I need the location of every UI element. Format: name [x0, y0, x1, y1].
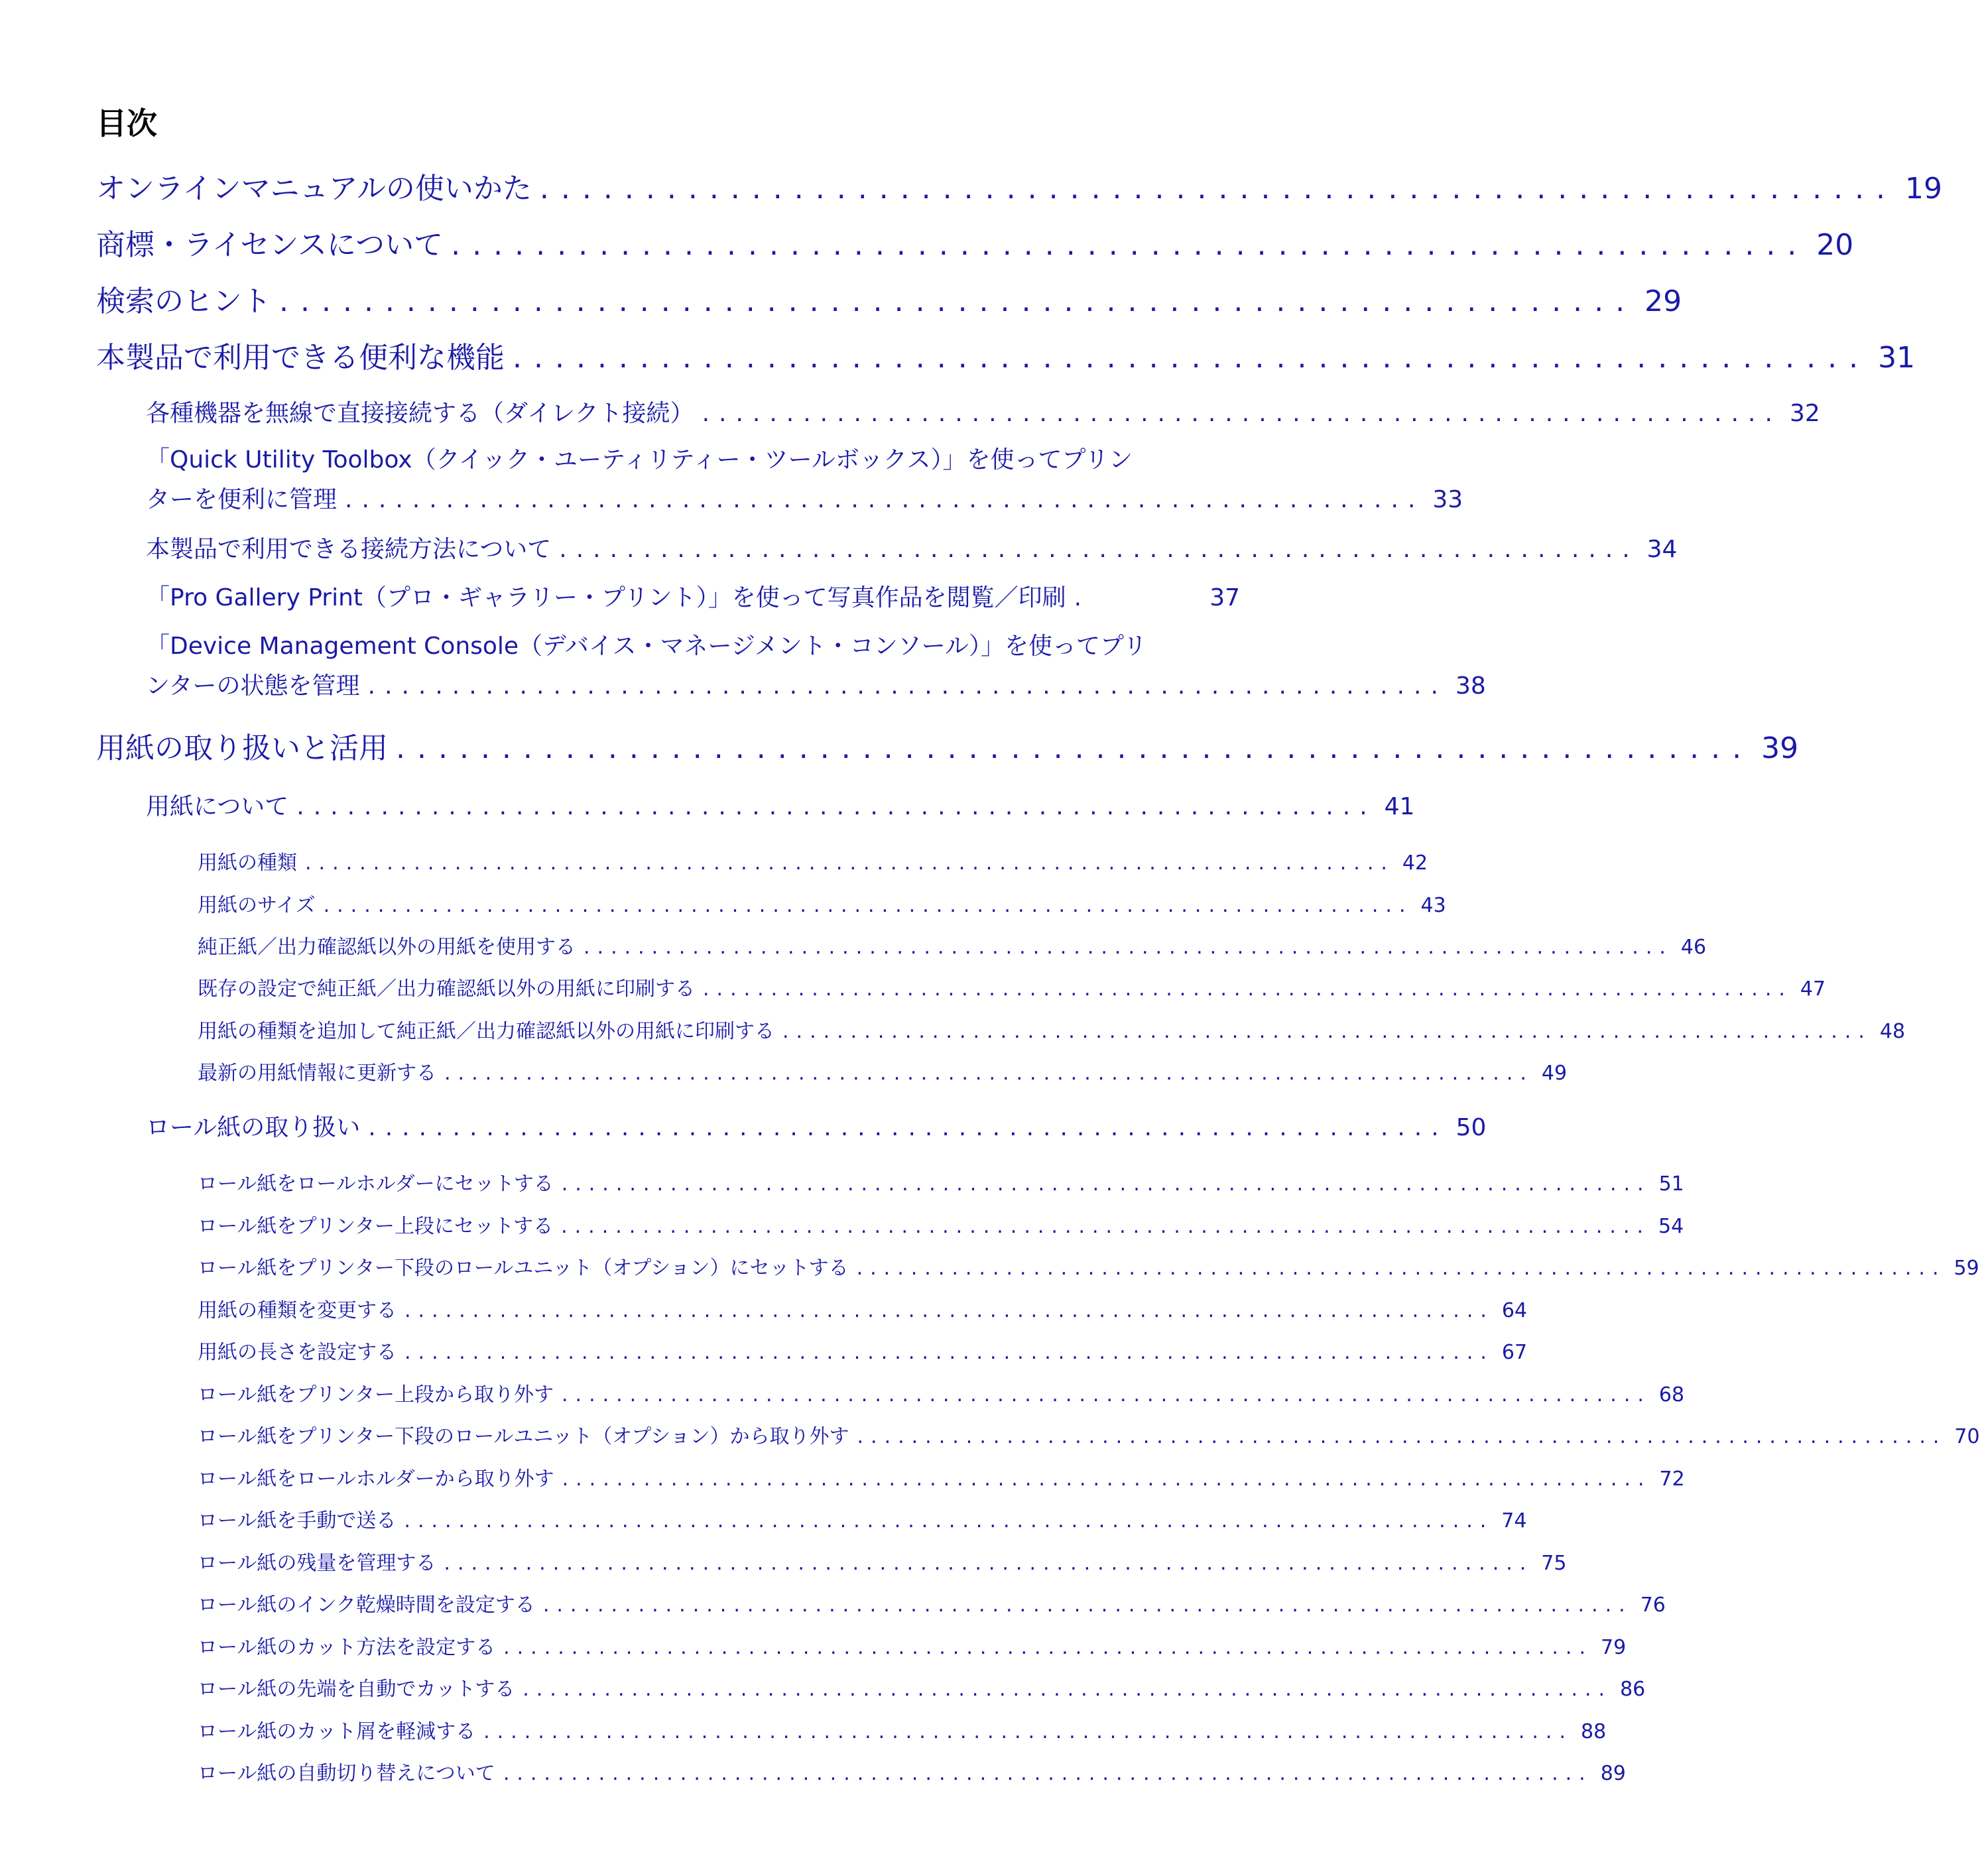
toc-entry[interactable]: [198, 1420, 1980, 1449]
leader-dots: ................................................................................: [523, 1678, 1613, 1701]
leader-dots: ................................................................: [279, 284, 1637, 318]
leader-dots: ................................................................: [559, 536, 1639, 563]
toc-entry[interactable]: [198, 1056, 1568, 1086]
leader-dots: ................................................................................: [562, 1468, 1652, 1491]
toc-entry-title: 検索のヒント: [96, 284, 271, 318]
toc-entry-page: 79: [1601, 1636, 1627, 1659]
toc-entry-page: 67: [1501, 1341, 1528, 1364]
toc-entry-title: ロール紙をプリンター上段から取り外す: [198, 1383, 554, 1407]
toc-entry[interactable]: [198, 1672, 1646, 1702]
toc-entry-title: 用紙のサイズ: [198, 894, 316, 917]
toc-entry[interactable]: [146, 1109, 1487, 1143]
toc-entry-title: 用紙の取り扱いと活用: [96, 731, 388, 765]
toc-entry[interactable]: [198, 1504, 1527, 1533]
toc-entry-page: 54: [1658, 1215, 1684, 1238]
leader-dots: ................................................................: [345, 486, 1425, 513]
toc-entry[interactable]: [96, 334, 1916, 376]
toc-entry[interactable]: [198, 846, 1428, 875]
toc-entry-wrapped[interactable]: [146, 627, 1240, 661]
leader-dots: ................................................................................: [857, 1425, 1947, 1448]
toc-entry[interactable]: [198, 1546, 1567, 1576]
toc-entry[interactable]: [96, 277, 1682, 320]
leader-dots: ................................................................................: [856, 1257, 1946, 1280]
toc-entry-title: ロール紙をプリンター下段のロールユニット（オプション）から取り外す: [198, 1425, 849, 1448]
toc-entry[interactable]: [198, 1588, 1666, 1617]
toc-entry-page: 50: [1455, 1114, 1487, 1141]
leader-dots: ................................................................................: [562, 1383, 1651, 1407]
toc-entry-title: 用紙について: [146, 793, 289, 820]
toc-entry[interactable]: [198, 1210, 1684, 1239]
leader-dots: ................................................................................: [561, 1215, 1650, 1238]
leader-dots: ................................................................: [296, 793, 1377, 820]
leader-dots: ................................................................................: [404, 1299, 1494, 1322]
leader-dots: ................................................................................: [444, 1062, 1534, 1085]
toc-entry-page: 46: [1680, 936, 1707, 959]
toc-entry[interactable]: [198, 889, 1446, 918]
toc-entry-page: 43: [1420, 894, 1446, 917]
toc-entry-page: 29: [1644, 284, 1682, 318]
leader-dots: ................................................................: [702, 400, 1782, 427]
leader-dots: ................................................................................: [323, 894, 1413, 917]
toc-entry[interactable]: [198, 1378, 1685, 1407]
toc-entry-title: 用紙の種類を変更する: [198, 1299, 397, 1322]
toc-entry-page: 74: [1501, 1509, 1527, 1532]
toc-entry[interactable]: [198, 1631, 1627, 1660]
toc-entry-title: 既存の設定で純正紙／出力確認紙以外の用紙に印刷する: [198, 977, 695, 1001]
toc-entry-title: ロール紙のカット方法を設定する: [198, 1636, 496, 1659]
toc-entry[interactable]: [96, 164, 1943, 207]
toc-entry[interactable]: [198, 1015, 1906, 1044]
toc-entry[interactable]: [96, 724, 1799, 767]
toc-entry-page: 20: [1816, 228, 1854, 262]
toc-entry-title: ロール紙をロールホルダーにセットする: [198, 1172, 554, 1196]
toc-entry[interactable]: [146, 395, 1820, 428]
toc-entry-title: 用紙の種類: [198, 851, 297, 875]
toc-entry-page: 59: [1953, 1257, 1979, 1280]
toc-entry-title: 本製品で利用できる接続方法について: [146, 536, 552, 563]
toc-entry-page: 88: [1581, 1720, 1607, 1743]
leader-dots: ................................................................: [513, 341, 1871, 375]
toc-entry-title: ロール紙の先端を自動でカットする: [198, 1678, 515, 1701]
leader-dots: .: [1074, 584, 1091, 611]
toc-entry-page: 31: [1878, 341, 1916, 375]
leader-dots: ................................................................................: [404, 1509, 1494, 1532]
toc-entry-page: 19: [1905, 172, 1943, 206]
leader-dots: ................................................................................: [305, 851, 1394, 875]
toc-entry[interactable]: [198, 1757, 1626, 1786]
toc-entry-page: 76: [1640, 1594, 1666, 1617]
toc-entry[interactable]: [146, 788, 1415, 822]
toc-entry-title: 商標・ライセンスについて: [96, 228, 444, 262]
toc-entry-page: 75: [1541, 1552, 1567, 1575]
toc-entry-title: ロール紙の残量を管理する: [198, 1552, 436, 1575]
toc-entry[interactable]: [198, 1715, 1607, 1744]
toc-entry[interactable]: [198, 972, 1826, 1001]
toc-entry-page: 34: [1646, 536, 1678, 563]
leader-dots: ................................................................: [539, 172, 1898, 206]
leader-dots: ................................................................................: [542, 1594, 1633, 1617]
toc-entry[interactable]: [198, 1294, 1528, 1323]
toc-entry-page: 42: [1402, 851, 1428, 875]
toc-entry-title-line1: 「Device Management Console（デバイス・マネージメント・コンソール）」を使ってプリ: [146, 633, 1147, 660]
toc-entry-title-line1: 「Quick Utility Toolbox（クイック・ユーティリティー・ツールボックス）」を使ってプリン: [146, 446, 1133, 473]
toc-entry[interactable]: [146, 531, 1678, 564]
toc-entry-page: 39: [1761, 731, 1799, 765]
toc-entry-page: 41: [1384, 793, 1415, 820]
toc-entry[interactable]: [146, 667, 1486, 701]
page-title: 目次: [96, 105, 157, 141]
toc-entry-page: 38: [1455, 672, 1486, 700]
toc-entry-wrapped[interactable]: [146, 441, 1240, 475]
toc-entry[interactable]: [198, 1462, 1685, 1491]
leader-dots: ................................................................: [396, 731, 1754, 765]
toc-entry-title: 最新の用紙情報に更新する: [198, 1062, 436, 1085]
toc-entry-page: 68: [1658, 1383, 1685, 1407]
toc-entry-title: 用紙の種類を追加して純正紙／出力確認紙以外の用紙に印刷する: [198, 1020, 774, 1043]
toc-entry-page: 51: [1658, 1172, 1684, 1196]
toc-entry-title: ロール紙の取り扱い: [146, 1114, 361, 1141]
toc-entry-page: 33: [1432, 486, 1463, 513]
leader-dots: ................................................................: [367, 672, 1448, 700]
toc-entry-title: ロール紙をプリンター下段のロールユニット（オプション）にセットする: [198, 1257, 849, 1280]
toc-entry[interactable]: [198, 930, 1707, 960]
leader-dots: ................................................................................: [503, 1636, 1593, 1659]
toc-entry-page: 86: [1620, 1678, 1646, 1701]
toc-entry-title: 各種機器を無線で直接接続する（ダイレクト接続）: [146, 400, 694, 427]
toc-entry-page: 48: [1879, 1020, 1906, 1043]
toc-entry-page: 89: [1600, 1762, 1626, 1785]
leader-dots: ................................................................: [451, 228, 1809, 262]
toc-entry[interactable]: [198, 1336, 1528, 1365]
toc-entry-page: 49: [1541, 1062, 1568, 1085]
leader-dots: ................................................................................: [782, 1020, 1872, 1043]
toc-entry[interactable]: [146, 579, 1240, 613]
toc-entry-title: 本製品で利用できる便利な機能: [96, 341, 505, 375]
toc-entry-page: 64: [1501, 1299, 1528, 1322]
leader-dots: ................................................................................: [561, 1172, 1651, 1196]
toc-entry-title: 純正紙／出力確認紙以外の用紙を使用する: [198, 936, 576, 959]
toc-entry-title: オンラインマニュアルの使いかた: [96, 172, 532, 206]
toc-entry-title: ロール紙を手動で送る: [198, 1509, 397, 1532]
toc-entry-title: ロール紙をロールホルダーから取り外す: [198, 1468, 554, 1491]
toc-entry-title-line2: ンターの状態を管理: [146, 672, 360, 700]
toc-entry-page: 70: [1954, 1425, 1980, 1448]
leader-dots: ................................................................: [368, 1114, 1448, 1141]
toc-entry-page: 37: [1209, 584, 1240, 611]
toc-entry[interactable]: [96, 221, 1854, 263]
leader-dots: ................................................................................: [404, 1341, 1494, 1364]
leader-dots: ................................................................................: [483, 1720, 1573, 1743]
leader-dots: ................................................................................: [503, 1762, 1593, 1785]
toc-entry-page: 32: [1789, 400, 1820, 427]
toc-entry-page: 72: [1659, 1468, 1685, 1491]
leader-dots: ................................................................................: [584, 936, 1673, 959]
toc-entry-title-line2: ターを便利に管理: [146, 486, 338, 513]
toc-entry-page: 47: [1800, 977, 1826, 1001]
leader-dots: ................................................................................: [703, 977, 1792, 1001]
toc-entry[interactable]: [198, 1251, 1979, 1281]
toc-entry-title: 用紙の長さを設定する: [198, 1341, 397, 1364]
toc-entry[interactable]: [198, 1167, 1684, 1196]
toc-entry-title: 「Pro Gallery Print（プロ・ギャラリー・プリント）」を使って写真作品を閲覧／印刷: [146, 584, 1066, 611]
toc-entry[interactable]: [146, 481, 1463, 515]
toc-entry-title: ロール紙のカット屑を軽減する: [198, 1720, 476, 1743]
toc-entry-title: ロール紙のインク乾燥時間を設定する: [198, 1594, 535, 1617]
leader-dots: ................................................................................: [444, 1552, 1534, 1575]
toc-entry-title: ロール紙をプリンター上段にセットする: [198, 1215, 554, 1238]
toc-entry-title: ロール紙の自動切り替えについて: [198, 1762, 495, 1785]
